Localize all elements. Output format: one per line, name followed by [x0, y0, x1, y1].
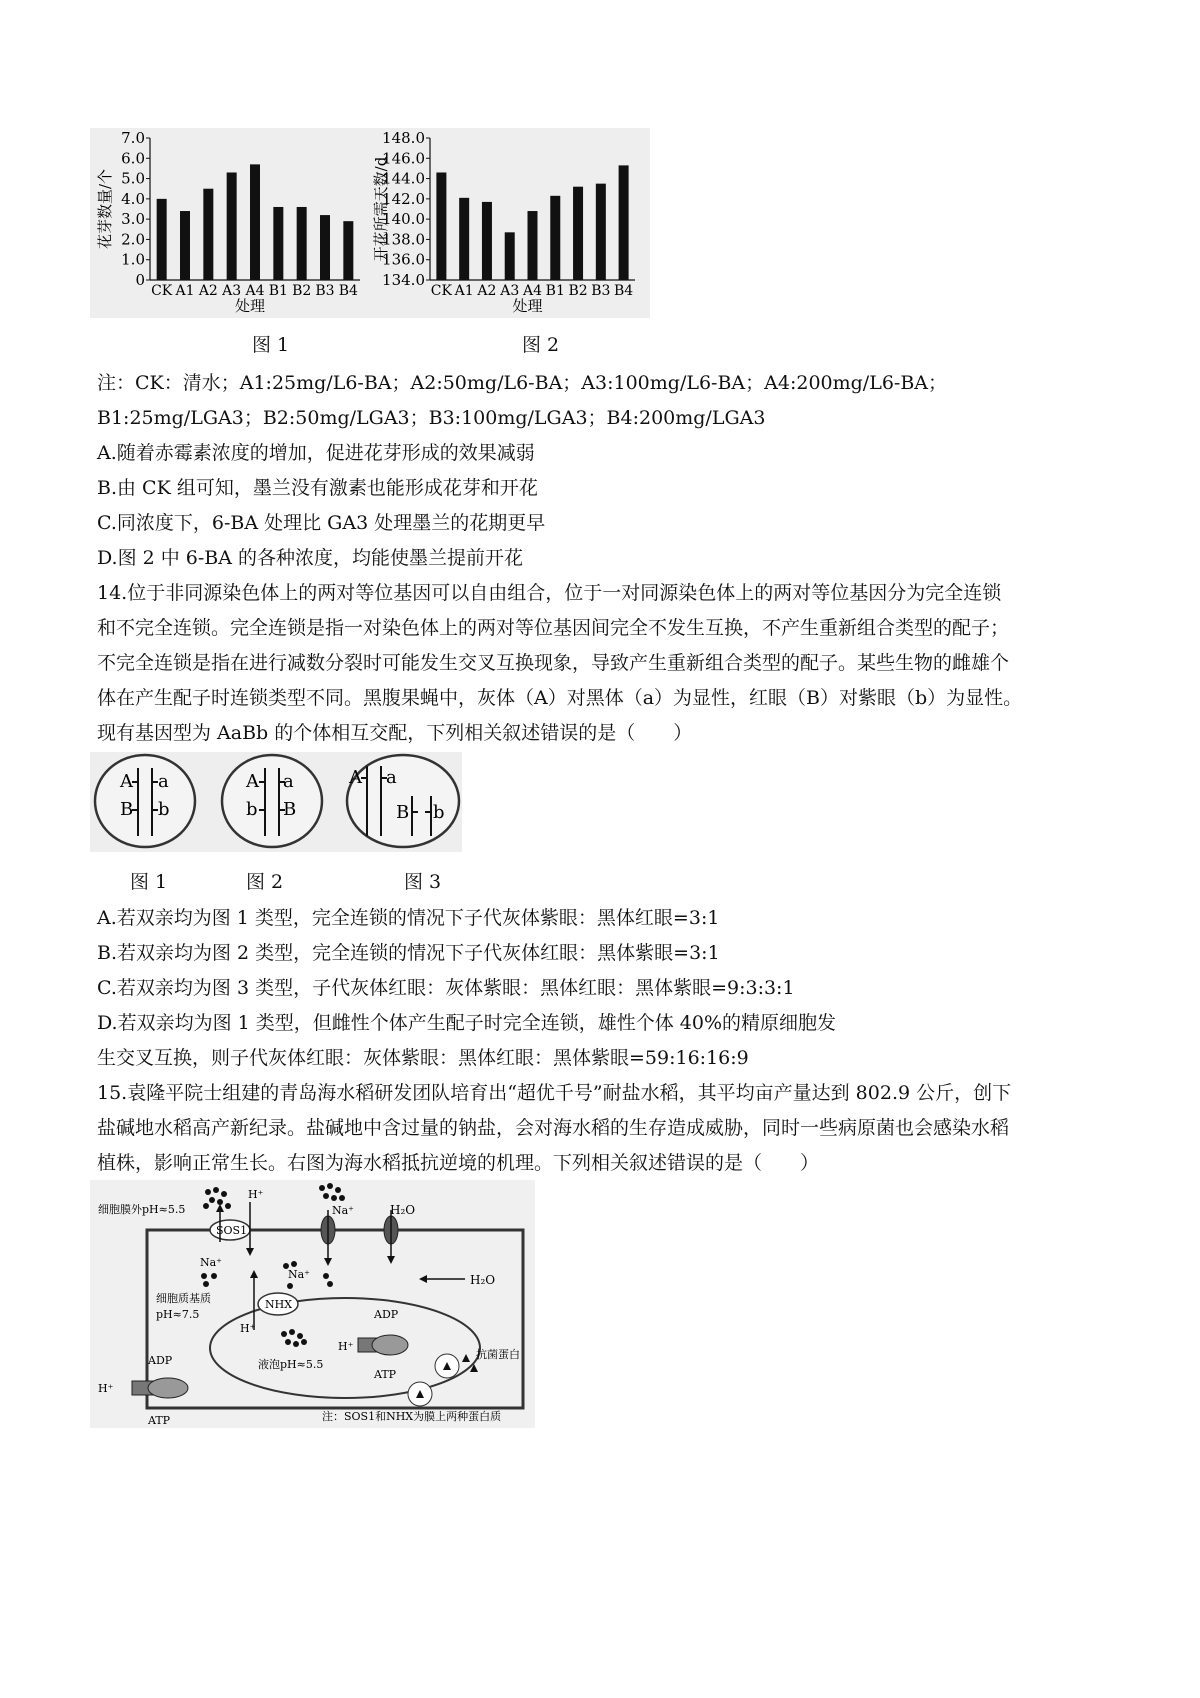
y-tick-label: 144.0 [382, 169, 425, 188]
y-tick-label: 6.0 [121, 149, 145, 168]
q14-stem-3: 不完全连锁是指在进行减数分裂时可能发生交叉互换现象，导致产生重新组合类型的配子。某些生物的雌雄个 [97, 652, 1010, 674]
x-tick-label: B1 [545, 283, 565, 299]
cell-diagram [90, 752, 462, 852]
bar-a1 [180, 211, 190, 280]
h-plus-label-membrane: H⁺ [98, 1382, 114, 1395]
na-dots-vacuole [281, 1329, 307, 1347]
x-tick-label: CK [430, 283, 452, 299]
cell3-allele-A: A [349, 767, 362, 788]
h-plus-label-vacuole: H⁺ [338, 1340, 354, 1353]
bar-b3 [320, 215, 330, 280]
h2o-label-right: H₂O [470, 1273, 496, 1287]
y-tick-label: 0 [135, 271, 145, 289]
x-tick-label: A1 [175, 283, 195, 299]
cell-caption-3: 图 3 [404, 871, 442, 893]
x-tick-label: B2 [568, 283, 588, 299]
bar-a4 [528, 211, 538, 280]
y-tick-label: 136.0 [382, 250, 425, 269]
q14-option-d-2: 生交叉互换，则子代灰体红眼：灰体紫眼：黑体红眼：黑体紫眼=59:16:16:9 [97, 1047, 749, 1069]
vacuole-label: 液泡pH≈5.5 [258, 1358, 324, 1371]
cell3-allele-B: B [396, 802, 410, 823]
y-tick-label: 148.0 [382, 129, 425, 147]
cell3-allele-b: b [433, 802, 445, 823]
cell1-allele-A: A [120, 771, 133, 792]
x-axis-label: 处理 [234, 297, 266, 315]
y-tick-label: 142.0 [382, 189, 425, 208]
q15-stem-3: 植株，影响正常生长。右图为海水稻抵抗逆境的机理。下列相关叙述错误的是（ ） [97, 1152, 820, 1174]
bar-a3 [227, 172, 237, 280]
cell1-allele-a: a [158, 771, 169, 792]
y-axis-label: 花芽数量/个 [96, 168, 114, 250]
bar-b3 [596, 184, 606, 280]
q14-option-a: A.若双亲均为图 1 类型，完全连锁的情况下子代灰体紫眼：黑体红眼=3:1 [97, 907, 720, 929]
q13-option-b: B.由 CK 组可知，墨兰没有激素也能形成花芽和开花 [97, 477, 538, 499]
y-tick-label: 134.0 [382, 271, 425, 289]
q14-option-b: B.若双亲均为图 2 类型，完全连锁的情况下子代灰体红眼：黑体紫眼=3:1 [97, 942, 720, 964]
cytoplasm-ph-label: pH≈7.5 [156, 1308, 200, 1321]
x-tick-label: B3 [315, 283, 335, 299]
bar-b2 [573, 187, 583, 280]
cell-caption-2: 图 2 [246, 871, 284, 893]
cell1-allele-B: B [120, 799, 134, 820]
x-tick-label: A3 [222, 283, 242, 299]
bar-b2 [297, 207, 307, 280]
cytoplasm-label: 细胞质基质 [156, 1292, 211, 1305]
bar-b1 [550, 196, 560, 280]
bar-a2 [482, 202, 492, 280]
note-line-1: 注：CK：清水；A1:25mg/L6-BA；A2:50mg/L6-BA；A3:100mg/L6-BA；A4:200mg/L6-BA； [97, 372, 948, 394]
y-tick-label: 140.0 [382, 210, 425, 229]
q14-stem-4: 体在产生配子时连锁类型不同。黑腹果蝇中，灰体（A）对黑体（a）为显性，红眼（B）对紫眼（b）为显性。 [97, 687, 1023, 709]
bar-a3 [505, 232, 515, 280]
atp-label-membrane: ATP [148, 1414, 171, 1427]
y-axis-label: 开花所需天数/d [372, 156, 390, 262]
h2o-label-top: H₂O [390, 1203, 416, 1217]
na-plus-label-left: Na⁺ [200, 1256, 222, 1269]
figure-caption-1: 图 1 [252, 334, 290, 356]
na-dots-top-left [203, 1187, 231, 1209]
q15-stem-1: 15.袁隆平院士组建的青岛海水稻研发团队培育出“超优千号”耐盐水稻，其平均亩产量达到 802.9 公斤，创下 [97, 1082, 1012, 1104]
outside-ph-label: 细胞膜外pH≈5.5 [98, 1203, 186, 1216]
na-plus-label-mid: Na⁺ [288, 1268, 310, 1281]
bar-chart-panel [90, 128, 650, 318]
adp-label-vacuole: ADP [374, 1308, 399, 1321]
q13-option-c: C.同浓度下，6-BA 处理比 GA3 处理墨兰的花期更早 [97, 512, 546, 534]
na-dots-top-right [319, 1183, 345, 1201]
y-tick-label: 4.0 [121, 189, 145, 208]
x-tick-label: A4 [245, 283, 265, 299]
x-tick-label: CK [151, 283, 173, 299]
y-tick-label: 7.0 [121, 129, 145, 147]
y-tick-label: 146.0 [382, 149, 425, 168]
cell-2 [222, 755, 322, 847]
y-tick-label: 2.0 [121, 230, 145, 249]
x-tick-label: A3 [500, 283, 520, 299]
bar-b4 [619, 165, 629, 280]
x-tick-label: B4 [338, 283, 358, 299]
q14-option-c: C.若双亲均为图 3 类型，子代灰体红眼：灰体紫眼：黑体红眼：黑体紫眼=9:3:3:1 [97, 977, 795, 999]
q13-option-a: A.随着赤霉素浓度的增加，促进花芽形成的效果减弱 [97, 442, 535, 464]
y-tick-label: 1.0 [121, 250, 145, 269]
figure-caption-2: 图 2 [522, 334, 560, 356]
bar-b1 [273, 207, 283, 280]
note-line-2: B1:25mg/LGA3；B2:50mg/LGA3；B3:100mg/LGA3；B4:200mg/LGA3 [97, 407, 766, 429]
salt-tolerance-diagram [90, 1180, 535, 1428]
x-axis-label: 处理 [512, 297, 543, 315]
x-tick-label: A2 [198, 283, 218, 299]
atp-label-vacuole: ATP [374, 1368, 397, 1381]
cell-figures [90, 752, 462, 852]
bar-ck [157, 199, 167, 280]
cell1-allele-b: b [158, 799, 170, 820]
cell-3 [347, 755, 459, 847]
cell-1 [95, 755, 195, 847]
bar-charts [90, 128, 650, 318]
bar-a4 [250, 164, 260, 280]
q14-option-d-1: D.若双亲均为图 1 类型，但雌性个体产生配子时完全连锁，雄性个体 40%的精原细胞发 [97, 1012, 837, 1034]
q13-option-d: D.图 2 中 6-BA 的各种浓度，均能使墨兰提前开花 [97, 547, 524, 569]
cell2-allele-b: b [246, 799, 258, 820]
cell2-allele-B: B [283, 799, 297, 820]
na-plus-label-top: Na⁺ [332, 1204, 354, 1217]
bar-b4 [343, 221, 353, 280]
q14-stem-1: 14.位于非同源染色体上的两对等位基因可以自由组合，位于一对同源染色体上的两对等位基因分为完全连锁 [97, 582, 1002, 604]
x-tick-label: B2 [292, 283, 312, 299]
nhx-label: NHX [265, 1298, 293, 1311]
x-tick-label: A1 [454, 283, 474, 299]
antibacterial-label: 抗菌蛋白 [476, 1348, 520, 1361]
adp-label-membrane: ADP [148, 1354, 173, 1367]
diagram-note: 注：SOS1和NHX为膜上两种蛋白质 [322, 1410, 502, 1423]
h-plus-label-top: H⁺ [248, 1188, 264, 1201]
bar-ck [436, 172, 446, 280]
x-tick-label: A2 [477, 283, 497, 299]
q14-stem-2: 和不完全连锁。完全连锁是指一对染色体上的两对等位基因间完全不发生互换，不产生重新组合类型的配子； [97, 617, 1010, 639]
cell2-allele-a: a [283, 771, 294, 792]
q14-stem-5: 现有基因型为 AaBb 的个体相互交配，下列相关叙述错误的是（ ） [97, 722, 693, 744]
x-tick-label: B1 [268, 283, 288, 299]
cell-caption-1: 图 1 [130, 871, 168, 893]
bar-a1 [459, 198, 469, 280]
q15-stem-2: 盐碱地水稻高产新纪录。盐碱地中含过量的钠盐，会对海水稻的生存造成威胁，同时一些病原菌也会感染水稻 [97, 1117, 1010, 1139]
x-tick-label: B3 [591, 283, 611, 299]
x-tick-label: A4 [522, 283, 543, 299]
y-tick-label: 3.0 [121, 210, 145, 229]
sos1-label: SOS1 [216, 1224, 248, 1237]
y-tick-label: 5.0 [121, 169, 145, 188]
cell2-allele-A: A [246, 771, 259, 792]
cell3-allele-a: a [386, 767, 397, 788]
bar-a2 [203, 189, 213, 280]
y-tick-label: 138.0 [382, 230, 425, 249]
x-tick-label: B4 [614, 283, 634, 299]
h-plus-label-mid: H⁺ [240, 1322, 256, 1335]
